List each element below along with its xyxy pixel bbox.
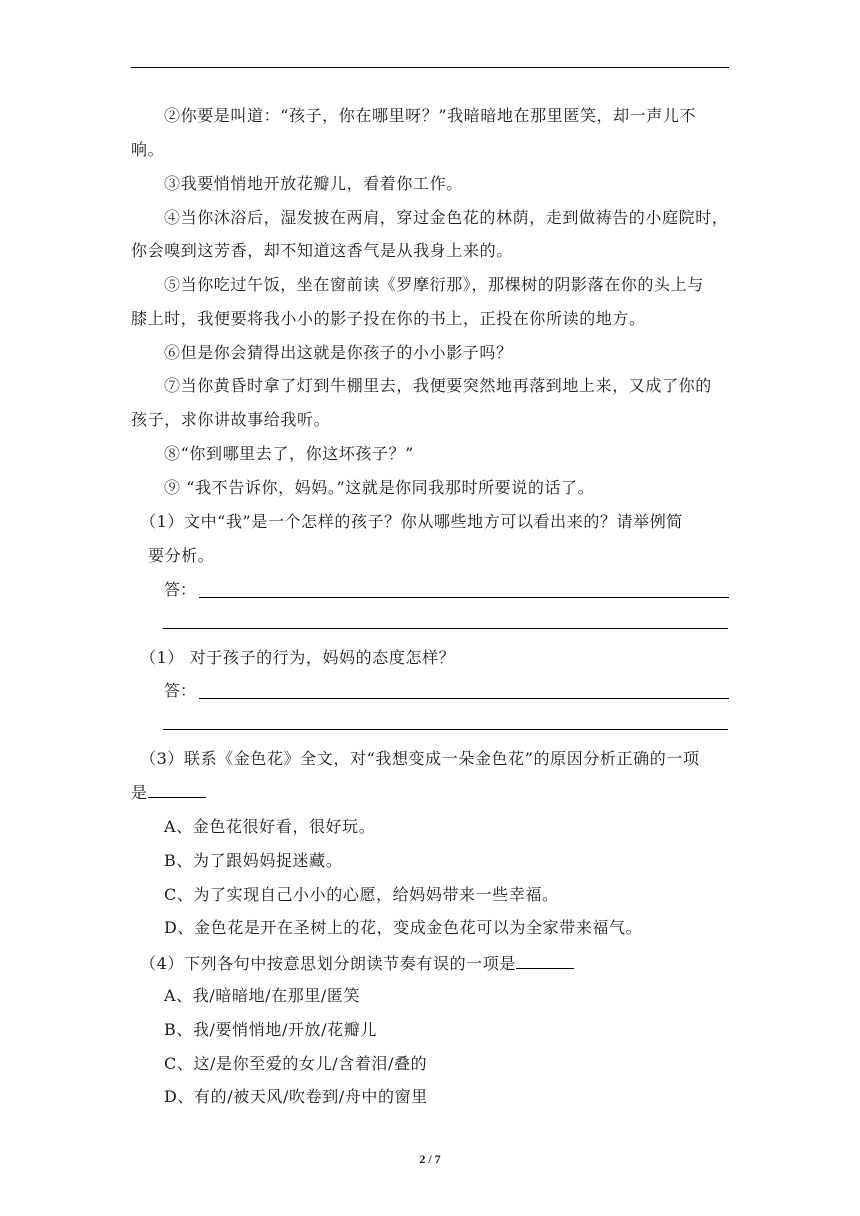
- paragraph-4-line-1: ④当你沐浴后，湿发披在两肩，穿过金色花的林荫，走到做祷告的小庭院时，: [164, 208, 729, 227]
- question-4-option-b: B、我/要悄悄地/开放/花瓣儿: [164, 1020, 377, 1039]
- question-3-option-a: A、金色花很好看，很好玩。: [164, 817, 376, 836]
- question-4-option-d: D、有的/被天风/吹卷到/舟中的窗里: [164, 1087, 428, 1106]
- question-4-option-c: C、这/是你至爱的女儿/含着泪/叠的: [164, 1054, 428, 1073]
- paragraph-8-line-1: ⑧“你到哪里去了，你这坏孩子？”: [164, 444, 414, 463]
- header-rule: [131, 67, 729, 68]
- question-4-blank[interactable]: [516, 952, 574, 969]
- answer-label: 答：: [164, 681, 197, 700]
- paragraph-2-line-1: ②你要是叫道：“孩子，你在哪里呀？”我暗暗地在那里匿笑，却一声儿不: [164, 106, 697, 125]
- question-3-option-b: B、为了跟妈妈捉迷藏。: [164, 851, 343, 870]
- question-4-option-a: A、我/暗暗地/在那里/匿笑: [164, 986, 361, 1005]
- page-number: 2 / 7: [419, 1152, 441, 1166]
- answer-1[interactable]: [164, 580, 196, 600]
- paragraph-7-line-1: ⑦当你黄昏时拿了灯到牛棚里去，我便要突然地再落到地上来，又成了你的: [164, 376, 712, 395]
- question-3-line-1: （3）联系《金色花》全文，对“我想变成一朵金色花”的原因分析正确的一项: [140, 749, 700, 768]
- answer-underline: [199, 597, 729, 598]
- paragraph-4-line-2: 你会嗅到这芳香，却不知道这香气是从我身上来的。: [131, 241, 513, 260]
- paragraph-7-line-2: 孩子，求你讲故事给我听。: [131, 410, 331, 429]
- paragraph-6-line-1: ⑥但是你会猜得出这就是你孩子的小小影子吗？: [164, 343, 513, 362]
- paragraph-5-line-2: 膝上时，我便要将我小小的影子投在你的书上，正投在你所读的地方。: [131, 309, 646, 328]
- question-3-line-2: [131, 781, 206, 803]
- question-3-option-d: D、金色花是开在圣树上的花，变成金色花可以为全家带来福气。: [164, 918, 643, 937]
- question-4-text: （4）下列各句中按意思划分朗读节奏有误的一项是: [140, 954, 516, 973]
- answer-1-extra-line[interactable]: [163, 628, 728, 629]
- paragraph-3-line-1: ③我要悄悄地开放花瓣儿，看着你工作。: [164, 174, 463, 193]
- question-4-line-1: [140, 952, 574, 974]
- paragraph-2-line-2: 响。: [131, 140, 165, 159]
- question-3-blank[interactable]: [148, 781, 206, 798]
- answer-2-extra-line[interactable]: [163, 729, 728, 730]
- question-3-option-c: C、为了实现自己小小的心愿，给妈妈带来一些幸福。: [164, 885, 559, 904]
- paragraph-5-line-1: ⑤当你吃过午饭，坐在窗前读《罗摩衍那》，那棵树的阴影落在你的头上与: [164, 275, 704, 294]
- paragraph-9-line-1: ⑨ “我不告诉你，妈妈。”这就是你同我那时所要说的话了。: [164, 478, 595, 497]
- answer-underline: [199, 698, 729, 699]
- question-2-line-1: （1） 对于孩子的行为，妈妈的态度怎样？: [140, 648, 456, 667]
- question-3-text: 是: [131, 783, 148, 802]
- answer-label: 答：: [164, 580, 197, 599]
- question-1-line-1: （1）文中“我”是一个怎样的孩子？你从哪些地方可以看出来的？请举例简: [140, 512, 683, 531]
- answer-2[interactable]: [164, 681, 196, 701]
- question-1-line-2: 要分析。: [148, 546, 215, 565]
